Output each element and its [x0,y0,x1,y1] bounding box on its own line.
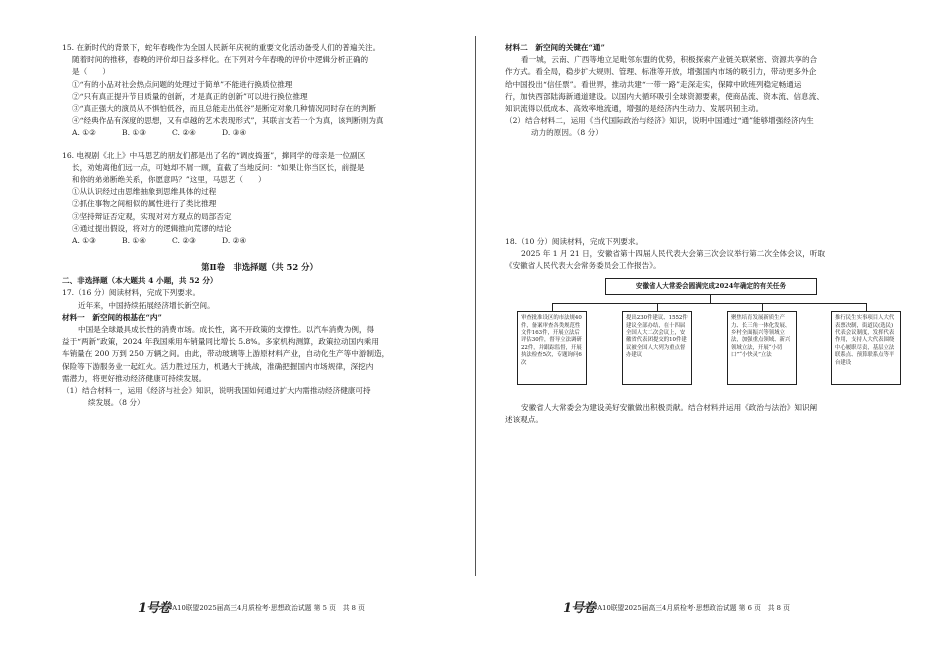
q16-stem-line: 16. 电视剧《北上》中马思艺的朋友们都是出了名的“调皮捣蛋”，撺同学的母亲是一位副区 [62,150,366,160]
diagram-box-suggestions: 提出230件建议、1552件建议全部办结，在十四届全国人大二次会议上，安徽省代表团提交的10件建议被全国人大列为重点督办建议 [622,311,692,385]
question-18 [505,236,906,427]
q15-item: ①“有的小品对社会热点问题的处理过于简单”不能进行换质位推理 [72,79,293,89]
q17-sub-1: 续发展。（8 分） [88,398,145,408]
q15-item: ④“经典作品有深度的思想，又有卓越的艺术表现形式”，其联言支若一个为真，该判断则为真 [72,116,384,126]
q18-conclusion: 述该观点。 [505,415,543,425]
q15-stem-line: 是（ ） [72,67,110,77]
diagram-box-focus-areas: 聚焦培育发展新质生产力、长三角一体化发展、乡村全面振兴等领域立法，加强重点领域、新兴领域立法，开展“小切口”“小快灵”立法 [727,311,797,385]
q16-item: ②抓住事物之间相似的属性进行了类比推理 [72,199,217,209]
diagram-connector [762,303,763,311]
q16-stem-line: 和你的弟弟断绝关系，你愿意吗？”这里，马思艺（ ） [72,175,266,185]
part-2-title: 第Ⅱ卷 非选择题（共 52 分） [201,262,318,273]
q18-text-line: 《安徽省人民代表大会常务委员会工作报告》。 [505,261,661,271]
diagram-connector [866,303,867,311]
question-17 [62,287,457,409]
material-1-line: 车销量在 200 万到 250 万辆之间。由此，带动玻璃等上游原材料产业，自动化生产等中游制造， [62,349,390,359]
diagram-title: 安徽省人大常委会圆满完成2024年确定的有关任务 [605,278,817,295]
diagram-connector [710,294,711,303]
q16-option-a[interactable]: A. ①③ [72,236,96,246]
q17-intro: 近年来，中国持续拓展经济增长新空间。 [78,300,215,310]
left-footer-text: ·A10联盟2025届高三4月质检考·思想政治试题 第 5 页 共 8 页 [170,604,365,612]
task-diagram [505,278,905,398]
question-16 [62,150,457,248]
right-footer-text: ·A10联盟2025届高三4月质检考·思想政治试题 第 6 页 共 8 页 [595,604,790,612]
material-1-line: 益于“两新”政策，2024 年我国乘用车销量同比增长 5.8%。多家机构测算，政策拉动国内乘用 [62,337,379,347]
diagram-box-legislation: 审查批准设区的市法规40件，备案审查各类规范性文件163件，开展立法后评估30件，督导立法调研22件，并跟踪监督，开展执法检查5次，专题询问6次 [517,311,587,385]
brand-logo: 1号卷 [138,601,171,616]
material-2-line: 行，加快西部陆海新通道建设。以国内大循环吸引全球资源要素，使商品流、资本流、信息流、 [505,91,824,101]
q17-sub-2: （2）结合材料二，运用《当代国际政治与经济》知识，说明中国通过“通”能够增强经济内生 [505,116,814,126]
material-2-line: 知识流得以低成本、高效率地流通，增强的是经济内生动力、发展巩韧主动。 [505,104,764,114]
q16-option-d[interactable]: D. ②④ [222,236,247,246]
q17-stem: 17.（16 分）阅读材料，完成下列要求。 [62,288,201,298]
diagram-connector [552,303,866,304]
q15-option-a[interactable]: A. ①② [72,128,96,138]
left-footer [138,603,365,614]
material-1-line: 保险等下游服务业一起红火。活力胜过压力，机遇大于挑战，准确把握国内市场规律，深挖内 [62,361,374,371]
question-15 [62,42,457,140]
diagram-connector [657,303,658,311]
q16-stem-line: 长，劝她离他们远一点，可她却不屑一顾，直截了当地反问：“如果让你当区长，前提是 [72,162,365,172]
material-1-line: 中国是全球最具成长性的消费市场。成长性，离不开政策的支撑性。以汽车消费为例，得 [78,325,375,335]
q15-stem-line: 随着时间的推移，春晚的评价却日益多样化。在下列对今年春晚的评价中逻辑分析正确的 [72,55,369,65]
q15-option-d[interactable]: D. ③④ [222,128,247,138]
q17-sub-2: 动力的原因。（8 分） [531,128,603,138]
q15-item: ②“只有真正提升节目质量的创新，才是真正的创新”可以进行换位推理 [72,91,308,101]
q16-item: ①从认识经过由思维抽象到思维具体的过程 [72,187,217,197]
material-1-line: 需潜力，将更好推动经济健康可持续发展。 [62,373,207,383]
q16-item: ③坚持辩证否定观，实现对对方观点的局部否定 [72,211,232,221]
right-page [475,0,950,646]
q15-option-b[interactable]: B. ①③ [122,128,147,138]
q16-option-c[interactable]: C. ②③ [172,236,196,246]
q15-stem-line: 15. 在新时代的背景下，蛇年春晚作为全国人民新年庆祝的重要文化活动备受人们的普遍关注。 [62,43,381,52]
brand-logo: 1号卷 [563,601,596,616]
diagram-box-deputies: 推行民生实事项目人大代表票决制，街道民(选民)代表会议制度，发挥代表作用，支持人大代表围绕中心履职尽责，基层立法联系点、预算联系点等平台建设 [831,311,901,385]
q18-text-line: 2025 年 1 月 21 日，安徽省第十四届人民代表大会第三次会议举行第二次全体会议，听取 [521,248,826,258]
q16-item: ④通过提出假设，将对方的逻辑推向荒谬的结论 [72,223,232,233]
q18-stem: 18.（10 分）阅读材料，完成下列要求。 [505,236,644,246]
q15-option-c[interactable]: C. ②④ [172,128,196,138]
material-2-line: 给中国投出“信任票”。看世界，推动共建“一带一路”走深走实，保障中欧班列稳定畅通运 [505,79,802,89]
q17-sub-1: （1）结合材料一，运用《经济与社会》知识，说明我国如何通过扩大内需推动经济健康可持 [62,386,371,396]
part-2-subtitle: 二、非选择题（本大题共 4 小题，共 52 分） [62,276,218,286]
diagram-connector [552,303,553,311]
q16-options [62,235,457,247]
material-1-title: 材料一 新空间的根基在“内” [62,312,162,322]
material-2-title: 材料二 新空间的关键在“通” [505,43,605,52]
right-footer [563,603,790,614]
q15-options [62,127,457,139]
material-2-line: 作方式。看全局，稳步扩大规则、管理、标准等开放，增强国内市场的吸引力，带动更多外企 [505,67,817,77]
material-2-line: 看一城，云南、广西等地立足毗邻东盟的优势，积极探索产业链关联紧密、资源共享的合 [521,55,818,65]
q16-option-b[interactable]: B. ①④ [122,236,147,246]
q18-conclusion: 安徽省人大常委会为建设美好安徽做出积极贡献。结合材料并运用《政治与法治》知识阐 [521,403,818,413]
q15-item: ③“真正强大的演员从不惧怕低谷，而且总能走出低谷”是断定对象几种情况同时存在的判断 [72,104,376,114]
